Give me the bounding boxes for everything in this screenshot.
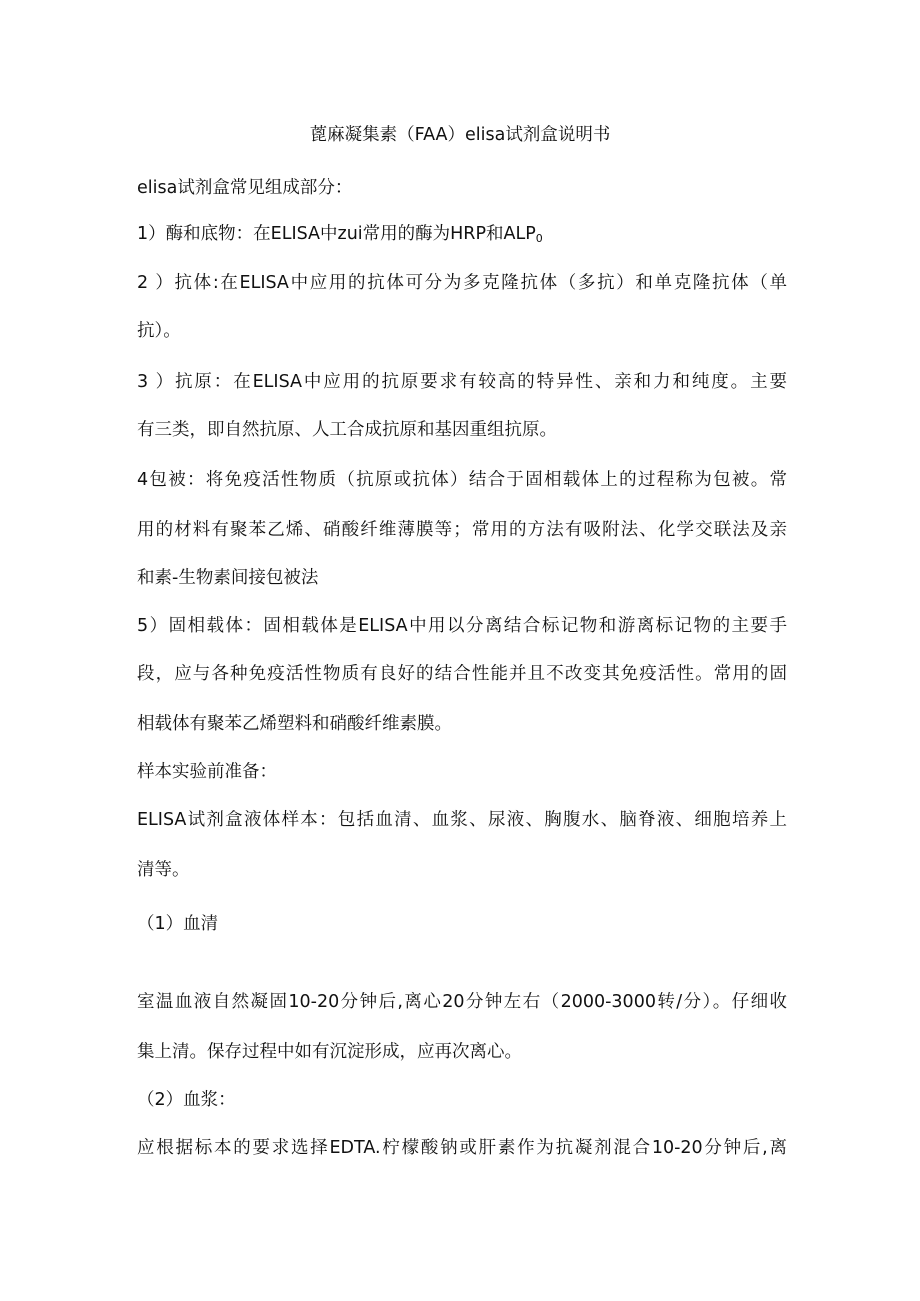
- text-line: 3 ）抗原：在ELISA中应用的抗原要求有较高的特异性、亲和力和纯度。主要: [137, 372, 787, 392]
- text-line: elisa试剂盒常见组成部分：: [137, 178, 353, 198]
- text-line: ELISA试剂盒液体样本：包括血清、血浆、尿液、胸腹水、脑脊液、细胞培养上: [137, 810, 787, 830]
- text-line: 相载体有聚苯乙烯塑料和硝酸纤维素膜。: [137, 714, 452, 734]
- text-line: 和素-生物素间接包被法: [137, 568, 319, 588]
- section-heading: 样本实验前准备：: [137, 762, 277, 782]
- text-line: 4包被：将免疫活性物质（抗原或抗体）结合于固相载体上的过程称为包被。常: [137, 470, 787, 490]
- text-line: 有三类，即自然抗原、人工合成抗原和基因重组抗原。: [137, 420, 557, 440]
- subscript: 0: [535, 232, 543, 245]
- text-line: 用的材料有聚苯乙烯、硝酸纤维薄膜等；常用的方法有吸附法、化学交联法及亲: [137, 520, 787, 540]
- text-line-content: 1）酶和底物：在ELISA中zui常用的酶为HRP和ALP: [137, 224, 536, 244]
- document-title: 蓖麻凝集素（FAA）elisa试剂盒说明书: [309, 125, 611, 145]
- text-line: 集上清。保存过程中如有沉淀形成，应再次离心。: [137, 1042, 522, 1062]
- text-line: [137, 222, 787, 251]
- text-line: 抗）。: [137, 321, 181, 341]
- text-line: 段，应与各种免疫活性物质有良好的结合性能并且不改变其免疫活性。常用的固: [137, 664, 787, 684]
- text-line: 2 ）抗体:在ELISA中应用的抗体可分为多克隆抗体（多抗）和单克隆抗体（单: [137, 273, 787, 293]
- text-line: 清等。: [137, 860, 190, 880]
- sub-heading: （1）血清: [137, 914, 219, 934]
- sub-heading: （2）血浆：: [137, 1090, 236, 1110]
- text-line: 5）固相载体：固相载体是ELISA中用以分离结合标记物和游离标记物的主要手: [137, 616, 787, 636]
- text-line: 室温血液自然凝固10-20分钟后,离心20分钟左右（2000-3000转/分）。仔细收: [137, 992, 787, 1012]
- text-line: 应根据标本的要求选择EDTA.柠檬酸钠或肝素作为抗凝剂混合10-20分钟后,离: [137, 1138, 787, 1158]
